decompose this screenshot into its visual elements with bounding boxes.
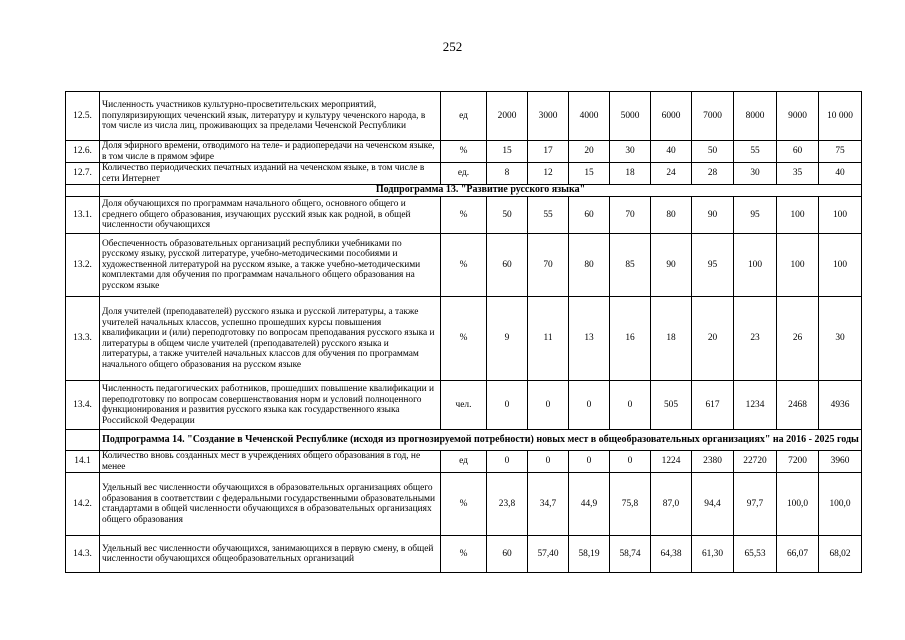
value-cell: 0 [487,381,528,430]
value-cell: 60 [487,234,528,297]
indicator-row [66,297,862,381]
value-cell: 3960 [819,451,862,473]
value-cell: 80 [651,197,692,234]
value-cell: 1224 [651,451,692,473]
unit-cell: ед [441,92,487,141]
subprogram-header-row [66,430,862,451]
row-number: 13.4. [66,381,100,430]
value-cell: 70 [610,197,651,234]
value-cell: 7200 [777,451,819,473]
value-cell: 75 [819,141,862,163]
value-cell: 8 [487,163,528,185]
indicator-description: Количество периодических печатных изданий на чеченском языке, в том числе в сети Интернет [100,163,441,185]
value-cell: 34,7 [528,473,569,536]
value-cell: 58,19 [569,536,610,573]
value-cell: 10 000 [819,92,862,141]
unit-cell: % [441,297,487,381]
value-cell: 100,0 [819,473,862,536]
value-cell: 68,02 [819,536,862,573]
value-cell: 61,30 [692,536,734,573]
value-cell: 30 [610,141,651,163]
value-cell: 0 [569,381,610,430]
value-cell: 22720 [734,451,777,473]
unit-cell: % [441,473,487,536]
value-cell: 75,8 [610,473,651,536]
value-cell: 4000 [569,92,610,141]
indicator-description: Доля учителей (преподавателей) русского языка и русской литературы, а также учителей начальных классов, успешно прошедших курсы повышения квалификации и (или) переподготовку по вопросам преподавания русского языка и литературы в общем числе учителей (преподавателей) русского языка и литературы, а также учителей начальных классов для обучения по программам начального общего образования на русском языке [100,297,441,381]
subprogram-title: Подпрограмма 13. "Развитие русского языка" [100,185,862,197]
value-cell: 60 [569,197,610,234]
value-cell: 18 [651,297,692,381]
subprogram-header-row [66,185,862,197]
value-cell: 505 [651,381,692,430]
value-cell: 50 [692,141,734,163]
value-cell: 87,0 [651,473,692,536]
value-cell: 55 [734,141,777,163]
value-cell: 15 [569,163,610,185]
row-number: 13.2. [66,234,100,297]
value-cell: 30 [819,297,862,381]
value-cell: 12 [528,163,569,185]
value-cell: 100 [777,197,819,234]
value-cell: 4936 [819,381,862,430]
indicator-row [66,141,862,163]
value-cell: 85 [610,234,651,297]
value-cell: 50 [487,197,528,234]
value-cell: 24 [651,163,692,185]
value-cell: 100 [819,234,862,297]
value-cell: 95 [692,234,734,297]
indicator-description: Количество вновь созданных мест в учреждениях общего образования в год, не менее [100,451,441,473]
unit-cell: ед [441,451,487,473]
value-cell: 57,40 [528,536,569,573]
value-cell: 100 [819,197,862,234]
value-cell: 17 [528,141,569,163]
indicator-row [66,234,862,297]
value-cell: 1234 [734,381,777,430]
value-cell: 94,4 [692,473,734,536]
value-cell: 23,8 [487,473,528,536]
row-number: 12.7. [66,163,100,185]
unit-cell: ед. [441,163,487,185]
value-cell: 80 [569,234,610,297]
indicator-row [66,381,862,430]
value-cell: 0 [569,451,610,473]
value-cell: 28 [692,163,734,185]
value-cell: 0 [528,381,569,430]
value-cell: 8000 [734,92,777,141]
indicator-description: Численность педагогических работников, прошедших повышение квалификации и переподготовку по вопросам совершенствования норм и условий полноценного функционирования и развития русского языка как государственного языка Российской Федерации [100,381,441,430]
value-cell: 6000 [651,92,692,141]
indicator-row [66,451,862,473]
value-cell: 70 [528,234,569,297]
unit-cell: % [441,141,487,163]
value-cell: 0 [610,381,651,430]
value-cell: 2000 [487,92,528,141]
value-cell: 100 [777,234,819,297]
value-cell: 30 [734,163,777,185]
subprogram-empty-cell [66,430,100,451]
value-cell: 40 [819,163,862,185]
value-cell: 90 [651,234,692,297]
value-cell: 65,53 [734,536,777,573]
value-cell: 60 [487,536,528,573]
page-number: 252 [442,39,463,54]
value-cell: 11 [528,297,569,381]
value-cell: 9000 [777,92,819,141]
unit-cell: % [441,234,487,297]
indicator-description: Доля эфирного времени, отводимого на теле- и радиопередачи на чеченском языке, в том числе в прямом эфире [100,141,441,163]
indicator-description: Обеспеченность образовательных организаций республики учебниками по русскому языку, русской литературе, учебно-методическими пособиями и художественной литературой на русском языке, а также учебно-методическими комплектами для обучения по программам начального общего образования на русском языке [100,234,441,297]
indicator-description: Удельный вес численности обучающихся, занимающихся в первую смену, в общей численности обучающихся общеобразовательных организаций [100,536,441,573]
value-cell: 3000 [528,92,569,141]
value-cell: 18 [610,163,651,185]
row-number: 14.3. [66,536,100,573]
value-cell: 90 [692,197,734,234]
indicator-row [66,473,862,536]
indicator-description: Доля обучающихся по программам начального общего, основного общего и среднего общего образования, изучающих русский язык как родной, в общей численности обучающихся [100,197,441,234]
value-cell: 7000 [692,92,734,141]
value-cell: 100,0 [777,473,819,536]
value-cell: 23 [734,297,777,381]
value-cell: 0 [528,451,569,473]
value-cell: 9 [487,297,528,381]
value-cell: 2468 [777,381,819,430]
value-cell: 64,38 [651,536,692,573]
value-cell: 20 [569,141,610,163]
row-number: 12.6. [66,141,100,163]
subprogram-empty-cell [66,185,100,197]
unit-cell: % [441,197,487,234]
value-cell: 95 [734,197,777,234]
value-cell: 16 [610,297,651,381]
unit-cell: % [441,536,487,573]
value-cell: 100 [734,234,777,297]
value-cell: 60 [777,141,819,163]
unit-cell: чел. [441,381,487,430]
value-cell: 55 [528,197,569,234]
value-cell: 617 [692,381,734,430]
value-cell: 58,74 [610,536,651,573]
value-cell: 44,9 [569,473,610,536]
indicator-description: Численность участников культурно-просветительских мероприятий, популяризирующих чеченский язык, литературу и культуру чеченского народа, в том числе из числа лиц, проживающих за пределами Чеченской Республики [100,92,441,141]
indicators-table [65,91,862,573]
value-cell: 26 [777,297,819,381]
value-cell: 5000 [610,92,651,141]
indicator-row [66,197,862,234]
value-cell: 15 [487,141,528,163]
value-cell: 2380 [692,451,734,473]
indicator-row [66,536,862,573]
value-cell: 20 [692,297,734,381]
row-number: 12.5. [66,92,100,141]
value-cell: 0 [487,451,528,473]
indicator-row [66,163,862,185]
value-cell: 13 [569,297,610,381]
value-cell: 35 [777,163,819,185]
row-number: 13.3. [66,297,100,381]
row-number: 13.1. [66,197,100,234]
row-number: 14.1 [66,451,100,473]
value-cell: 97,7 [734,473,777,536]
indicator-row [66,92,862,141]
row-number: 14.2. [66,473,100,536]
value-cell: 0 [610,451,651,473]
value-cell: 40 [651,141,692,163]
subprogram-title: Подпрограмма 14. "Создание в Чеченской Республике (исходя из прогнозируемой потребности) новых мест в общеобразовательных организациях" на 2016 - 2025 годы [100,430,862,451]
indicator-description: Удельный вес численности обучающихся в образовательных организациях общего образования в соответствии с федеральными государственными образовательными стандартами в общей численности обучающихся в образовательных организациях общего образования [100,473,441,536]
value-cell: 66,07 [777,536,819,573]
